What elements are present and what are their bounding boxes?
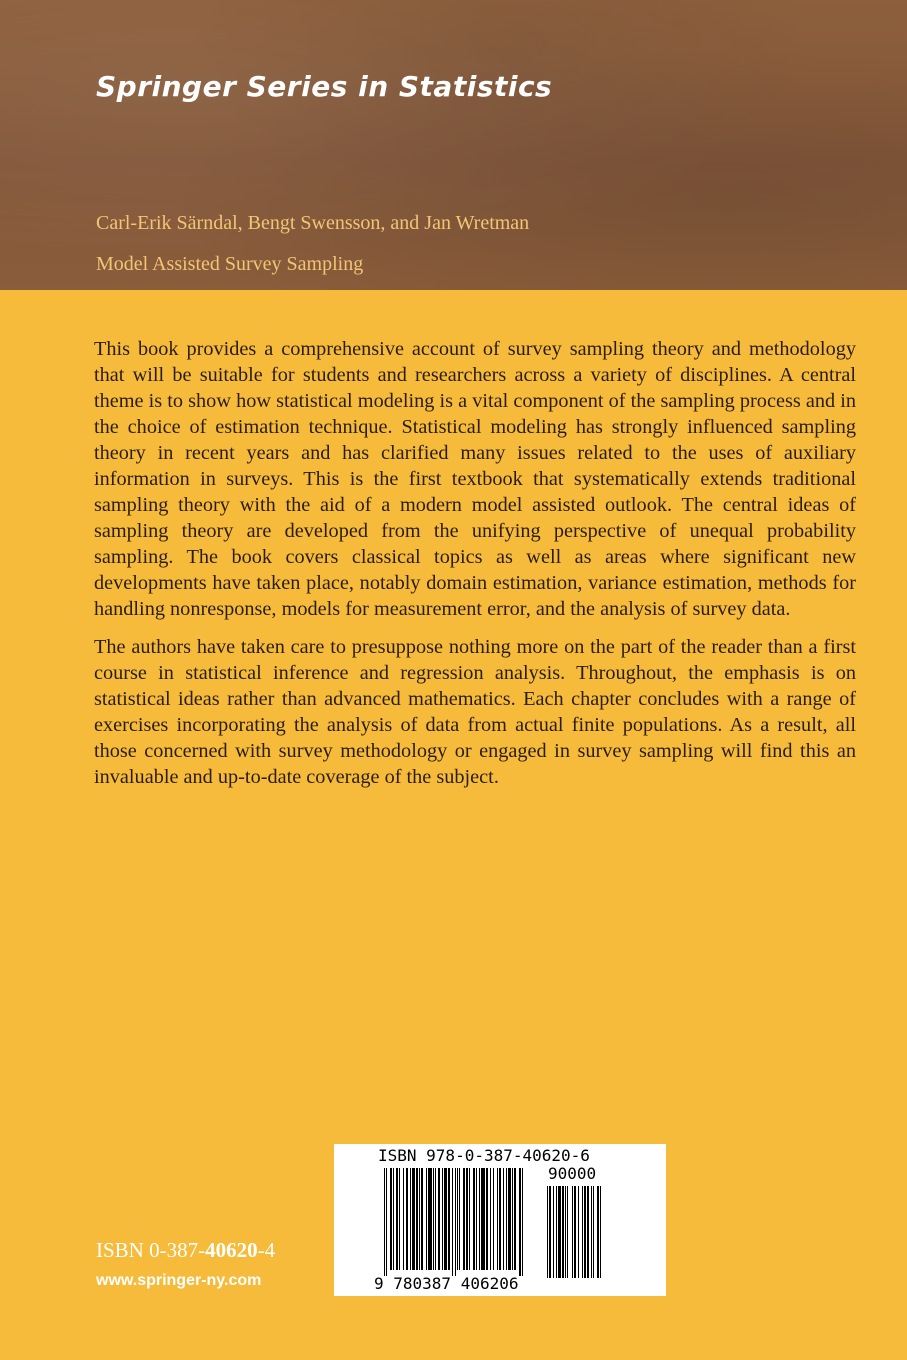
barcode-bar	[597, 1186, 599, 1278]
barcode-bar	[463, 1168, 465, 1270]
barcode-bar	[428, 1168, 432, 1270]
barcode-bar	[438, 1168, 440, 1270]
barcode-bar	[490, 1168, 491, 1270]
barcode-bar	[410, 1168, 411, 1270]
barcode-bar	[497, 1168, 498, 1270]
isbn10-suffix: -4	[257, 1238, 276, 1262]
barcode-bar	[549, 1186, 551, 1278]
addon-barcode	[547, 1186, 627, 1284]
barcode-bar	[433, 1168, 434, 1270]
barcode-bar	[519, 1168, 521, 1276]
barcode-bar	[547, 1186, 548, 1278]
barcode-bar	[421, 1168, 423, 1270]
barcode-bar	[567, 1186, 568, 1278]
barcode-bar	[390, 1168, 392, 1270]
barcode-bar	[448, 1168, 450, 1270]
barcode-bar	[393, 1168, 394, 1270]
book-title: Model Assisted Survey Sampling	[96, 253, 364, 275]
authors: Carl-Erik Särndal, Bengt Swensson, and Jan Wretman	[96, 212, 530, 234]
barcode-bar	[587, 1186, 589, 1278]
barcode-bar	[578, 1186, 579, 1278]
barcode-bar	[435, 1168, 436, 1270]
book-blurb	[94, 336, 856, 802]
barcode-bar	[522, 1168, 523, 1276]
barcode-bar	[593, 1186, 594, 1278]
barcode-bar	[459, 1168, 460, 1270]
barcode-bar	[591, 1186, 592, 1278]
barcode-bar	[553, 1186, 554, 1278]
barcode-bar	[403, 1168, 404, 1270]
barcode-bar	[508, 1168, 511, 1270]
barcode-bar	[386, 1168, 387, 1276]
barcode-bar	[503, 1168, 504, 1270]
header-band	[0, 0, 907, 290]
barcode-bar	[486, 1168, 488, 1270]
barcode-bar	[412, 1168, 415, 1270]
barcode-bar	[419, 1168, 420, 1270]
barcode-bar	[476, 1168, 477, 1270]
barcode-bar	[600, 1186, 601, 1278]
isbn10-bold: 40620	[205, 1238, 258, 1262]
barcode-bar	[584, 1186, 586, 1278]
barcode-bar	[444, 1168, 447, 1270]
barcode-bar	[384, 1168, 385, 1276]
isbn10-prefix: ISBN 0-387-	[96, 1238, 206, 1262]
barcode-bar	[455, 1168, 456, 1276]
barcode-bar	[426, 1168, 427, 1270]
blurb-paragraph: The authors have taken care to presuppose nothing more on the part of the reader than a first course in statistical inference and regression analysis. Throughout, the emphasis is on statistical ideas rather than advanced mathematics. Each chapter concludes with a range of exercises incorporating the analysis of data from actual finite populations. As a result, all those concerned with survey methodology or engaged in survey sampling will find this an invaluable and up-to-date coverage of the subject.	[94, 636, 856, 788]
barcode-bar	[406, 1168, 408, 1270]
barcode-bar	[473, 1168, 475, 1270]
barcode-bar	[562, 1186, 564, 1278]
barcode-bar	[469, 1168, 470, 1270]
barcode-bar	[399, 1168, 400, 1270]
barcode-bar	[479, 1168, 480, 1270]
barcode-bar	[514, 1168, 516, 1270]
barcode-bar	[466, 1168, 468, 1270]
publisher-website: www.springer-ny.com	[96, 1272, 262, 1289]
barcode-bar	[481, 1168, 485, 1270]
barcode-bar	[565, 1186, 566, 1278]
isbn13-label: ISBN 978-0-387-40620-6	[378, 1146, 590, 1165]
barcode-box	[334, 1144, 666, 1296]
barcode-bar	[506, 1168, 507, 1270]
barcode-bar	[457, 1168, 458, 1270]
barcode-bar	[416, 1168, 418, 1270]
price-code: 90000	[548, 1164, 597, 1183]
ean-digits: 9 780387 406206	[374, 1274, 519, 1293]
barcode-bar	[493, 1168, 494, 1270]
isbn-10	[96, 1238, 275, 1263]
barcode-bar	[512, 1168, 513, 1270]
barcode-bar	[452, 1168, 453, 1276]
barcode-bar	[499, 1168, 501, 1270]
series-title: Springer Series in Statistics	[96, 70, 553, 103]
ean-barcode	[384, 1168, 542, 1284]
blurb-paragraph: This book provides a comprehensive account of survey sampling theory and methodology that will be suitable for students and researchers across a variety of disciplines. A central theme is to show how statistical modeling is a vital component of the sampling process and in the choice of estimation technique. Statistical modeling has strongly influenced sampling theory in recent years and has clarified many issues related to the uses of auxiliary information in surveys. This is the first textbook that systematically extends traditional sampling theory with the aid of a modern model assisted outlook. The central ideas of sampling theory are developed from the unifying perspective of unequal probability sampling. The book covers classical topics as well as areas where significant new developments have taken place, notably domain estimation, variance estimation, methods for handling nonresponse, models for measurement error, and the analysis of survey data.	[94, 338, 856, 620]
barcode-bar	[556, 1186, 557, 1278]
barcode-bar	[582, 1186, 583, 1278]
barcode-bar	[574, 1186, 576, 1278]
barcode-bar	[572, 1186, 573, 1278]
barcode-bar	[442, 1168, 443, 1270]
barcode-bar	[396, 1168, 398, 1270]
barcode-bar	[558, 1186, 561, 1278]
